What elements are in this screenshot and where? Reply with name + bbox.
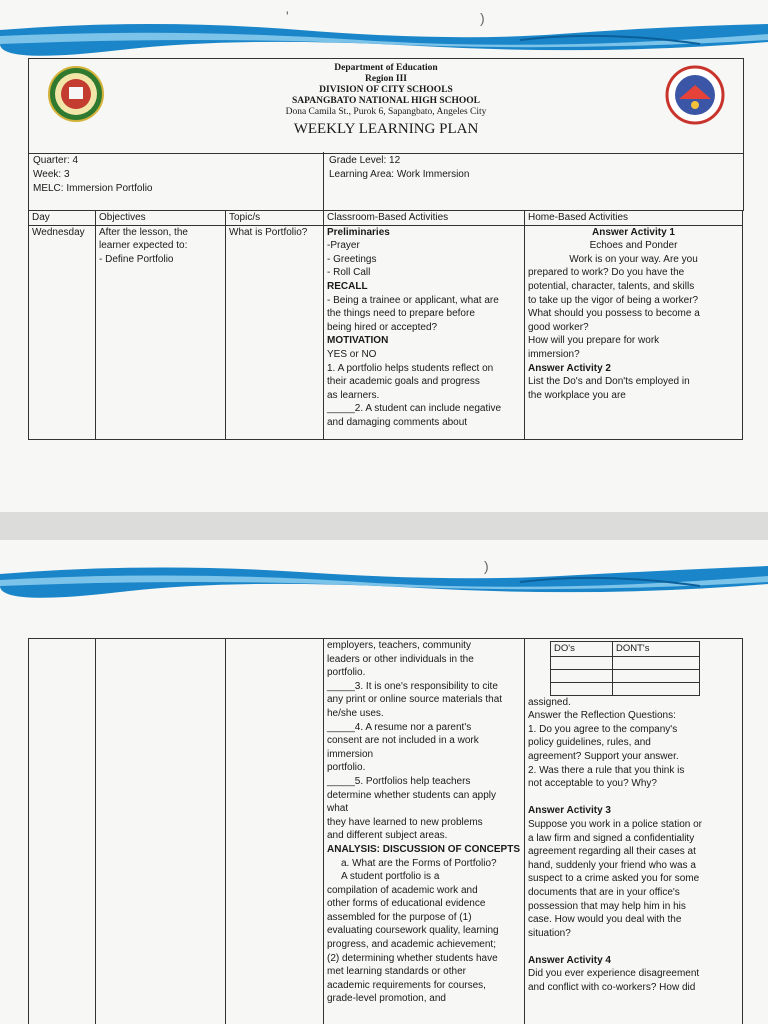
column-header: Objectives bbox=[96, 211, 226, 226]
page-two bbox=[0, 540, 768, 1024]
text-line: MOTIVATION bbox=[327, 335, 389, 347]
text-line: What should you possess to become a bbox=[528, 308, 700, 320]
text-line: and conflict with co-workers? How did bbox=[528, 982, 696, 994]
text-line: _____5. Portfolios help teachers bbox=[327, 775, 471, 787]
text-line bbox=[528, 791, 739, 805]
text-line: grade-level promotion, and bbox=[327, 993, 446, 1005]
school-name: SAPANGBATO NATIONAL HIGH SCHOOL bbox=[291, 96, 480, 106]
text-line: they have learned to new problems bbox=[327, 816, 483, 828]
text-line: agreement? Support your answer. bbox=[528, 750, 679, 762]
text-line: the things need to prepare before bbox=[327, 308, 475, 320]
text-line: leaders or other individuals in the bbox=[327, 653, 474, 665]
text-line: Work is on your way. Are you bbox=[569, 253, 698, 265]
text-line: being hired or accepted? bbox=[327, 321, 438, 333]
pen-mark: ) bbox=[480, 10, 485, 26]
objective-line: learner expected to: bbox=[99, 240, 188, 252]
text-line: and different subject areas. bbox=[327, 830, 448, 842]
text-line: List the Do's and Don'ts employed in bbox=[528, 376, 690, 388]
plan-table-continued bbox=[28, 638, 743, 1024]
text-line: Answer Activity 3 bbox=[528, 805, 611, 817]
text-line: - Roll Call bbox=[327, 267, 371, 279]
topic-cell: What is Portfolio? bbox=[226, 225, 324, 439]
text-line: A student portfolio is a bbox=[341, 871, 440, 883]
text-line: YES or NO bbox=[327, 348, 377, 360]
text-line: Answer the Reflection Questions: bbox=[528, 710, 676, 722]
table-row bbox=[29, 639, 743, 1024]
week-label: Week: 3 bbox=[33, 169, 70, 180]
text-line: 1. Do you agree to the company's bbox=[528, 723, 678, 735]
day-cell: Wednesday bbox=[29, 225, 96, 439]
text-line: any print or online source materials that bbox=[327, 694, 503, 706]
text-line: compilation of academic work and bbox=[327, 884, 478, 896]
plan-info bbox=[28, 152, 744, 211]
text-line: Did you ever experience disagreement bbox=[528, 968, 700, 980]
text-line: met learning standards or other bbox=[327, 966, 466, 978]
text-line: agreement regarding all their cases at bbox=[528, 846, 696, 858]
text-line: portfolio. bbox=[327, 762, 366, 774]
text-line: Answer Activity 4 bbox=[528, 954, 611, 966]
text-line: _____4. A resume nor a parent's bbox=[327, 721, 472, 733]
text-line: portfolio. bbox=[327, 667, 366, 679]
text-line: Preliminaries bbox=[327, 226, 390, 238]
text-line: (2) determining whether students have bbox=[327, 952, 498, 964]
text-line: Echoes and Ponder bbox=[589, 240, 678, 252]
plan-table bbox=[28, 210, 743, 440]
text-line: a. What are the Forms of Portfolio? bbox=[341, 857, 497, 869]
text-line: good worker? bbox=[528, 321, 589, 333]
text-line: 2. Was there a rule that you think is bbox=[528, 764, 685, 776]
text-line: assigned. bbox=[528, 696, 571, 708]
text-line: the workplace you are bbox=[528, 389, 626, 401]
classroom-activities-cell bbox=[324, 639, 525, 1024]
text-line: possession that may help him in his bbox=[528, 900, 686, 912]
table-header-row bbox=[29, 211, 743, 226]
text-line: - Being a trainee or applicant, what are bbox=[327, 294, 499, 306]
document-header bbox=[28, 58, 744, 154]
column-header: Topic/s bbox=[226, 211, 324, 226]
day-cell bbox=[29, 639, 96, 1024]
home-activities-cell bbox=[525, 639, 743, 1024]
grade-level-label: Grade Level: 12 bbox=[329, 155, 401, 166]
text-line: immersion bbox=[327, 748, 374, 760]
page-gap bbox=[0, 512, 768, 540]
text-line: suspect to a crime asked you for some bbox=[528, 873, 700, 885]
wave-banner bbox=[0, 540, 768, 610]
plan-title: WEEKLY LEARNING PLAN bbox=[293, 121, 479, 137]
text-line: evaluating coursework quality, learning bbox=[327, 925, 499, 937]
column-header: Classroom-Based Activities bbox=[324, 211, 525, 226]
text-line: RECALL bbox=[327, 280, 368, 292]
text-line: determine whether students can apply bbox=[327, 789, 496, 801]
column-header: Day bbox=[29, 211, 96, 226]
text-line: Suppose you work in a police station or bbox=[528, 818, 702, 830]
text-line: case. How would you deal with the bbox=[528, 914, 682, 926]
department-name: Department of Education bbox=[334, 63, 438, 73]
text-line: How will you prepare for work bbox=[528, 335, 660, 347]
home-activities-cell bbox=[525, 225, 743, 439]
division-name: DIVISION OF CITY SCHOOLS bbox=[319, 85, 453, 95]
topic-cell bbox=[226, 639, 324, 1024]
text-line: prepared to work? Do you have the bbox=[528, 267, 685, 279]
text-line: a law firm and signed a confidentiality bbox=[528, 832, 695, 844]
text-line: - Greetings bbox=[327, 253, 377, 265]
objective-line: - Define Portfolio bbox=[99, 253, 174, 265]
text-line: progress, and academic achievement; bbox=[327, 939, 496, 951]
text-line: policy guidelines, rules, and bbox=[528, 737, 651, 749]
melc-label: MELC: Immersion Portfolio bbox=[33, 183, 153, 194]
donts-header: DONT's bbox=[613, 642, 700, 657]
text-line: situation? bbox=[528, 927, 571, 939]
text-line: other forms of educational evidence bbox=[327, 898, 486, 910]
text-line: 1. A portfolio helps students reflect on bbox=[327, 362, 494, 374]
objectives-cell bbox=[96, 225, 226, 439]
region-name: Region III bbox=[365, 74, 407, 84]
classroom-activities-cell bbox=[324, 225, 525, 439]
objectives-cell bbox=[96, 639, 226, 1024]
text-line: Answer Activity 2 bbox=[528, 362, 611, 374]
dos-donts-table bbox=[550, 641, 700, 696]
text-line bbox=[528, 940, 739, 954]
text-line: academic requirements for courses, bbox=[327, 979, 486, 991]
text-line: potential, character, talents, and skills bbox=[528, 280, 695, 292]
objective-line: After the lesson, the bbox=[99, 226, 188, 238]
text-line: -Prayer bbox=[327, 240, 360, 252]
text-line: ANALYSIS: DISCUSSION OF CONCEPTS bbox=[327, 843, 520, 855]
text-line: he/she uses. bbox=[327, 707, 384, 719]
text-line: _____3. It is one's responsibility to cite bbox=[327, 680, 498, 692]
text-line: what bbox=[327, 803, 349, 815]
text-line: and damaging comments about bbox=[327, 416, 468, 428]
text-line: documents that are in your office's bbox=[528, 886, 680, 898]
text-line: employers, teachers, community bbox=[327, 640, 471, 651]
pen-mark: ) bbox=[484, 558, 489, 574]
column-header: Home-Based Activities bbox=[525, 211, 743, 226]
pen-mark: ' bbox=[286, 8, 289, 24]
dos-header: DO's bbox=[551, 642, 613, 657]
learning-area-label: Learning Area: Work Immersion bbox=[329, 169, 470, 180]
text-line: not acceptable to you? Why? bbox=[528, 778, 657, 790]
text-line: Answer Activity 1 bbox=[592, 226, 675, 238]
text-line: assembled for the purpose of (1) bbox=[327, 911, 472, 923]
text-line: their academic goals and progress bbox=[327, 376, 480, 388]
text-line: to take up the vigor of being a worker? bbox=[528, 294, 699, 306]
school-address: Dona Camila St., Purok 6, Sapangbato, Angeles City bbox=[285, 107, 487, 117]
text-line: consent are not included in a work bbox=[327, 735, 479, 747]
text-line: immersion? bbox=[528, 348, 580, 360]
table-row bbox=[29, 225, 743, 439]
quarter-label: Quarter: 4 bbox=[33, 155, 79, 166]
text-line: as learners. bbox=[327, 389, 380, 401]
text-line: hand, suddenly your friend who was a bbox=[528, 859, 696, 871]
text-line: _____2. A student can include negative bbox=[327, 403, 502, 415]
